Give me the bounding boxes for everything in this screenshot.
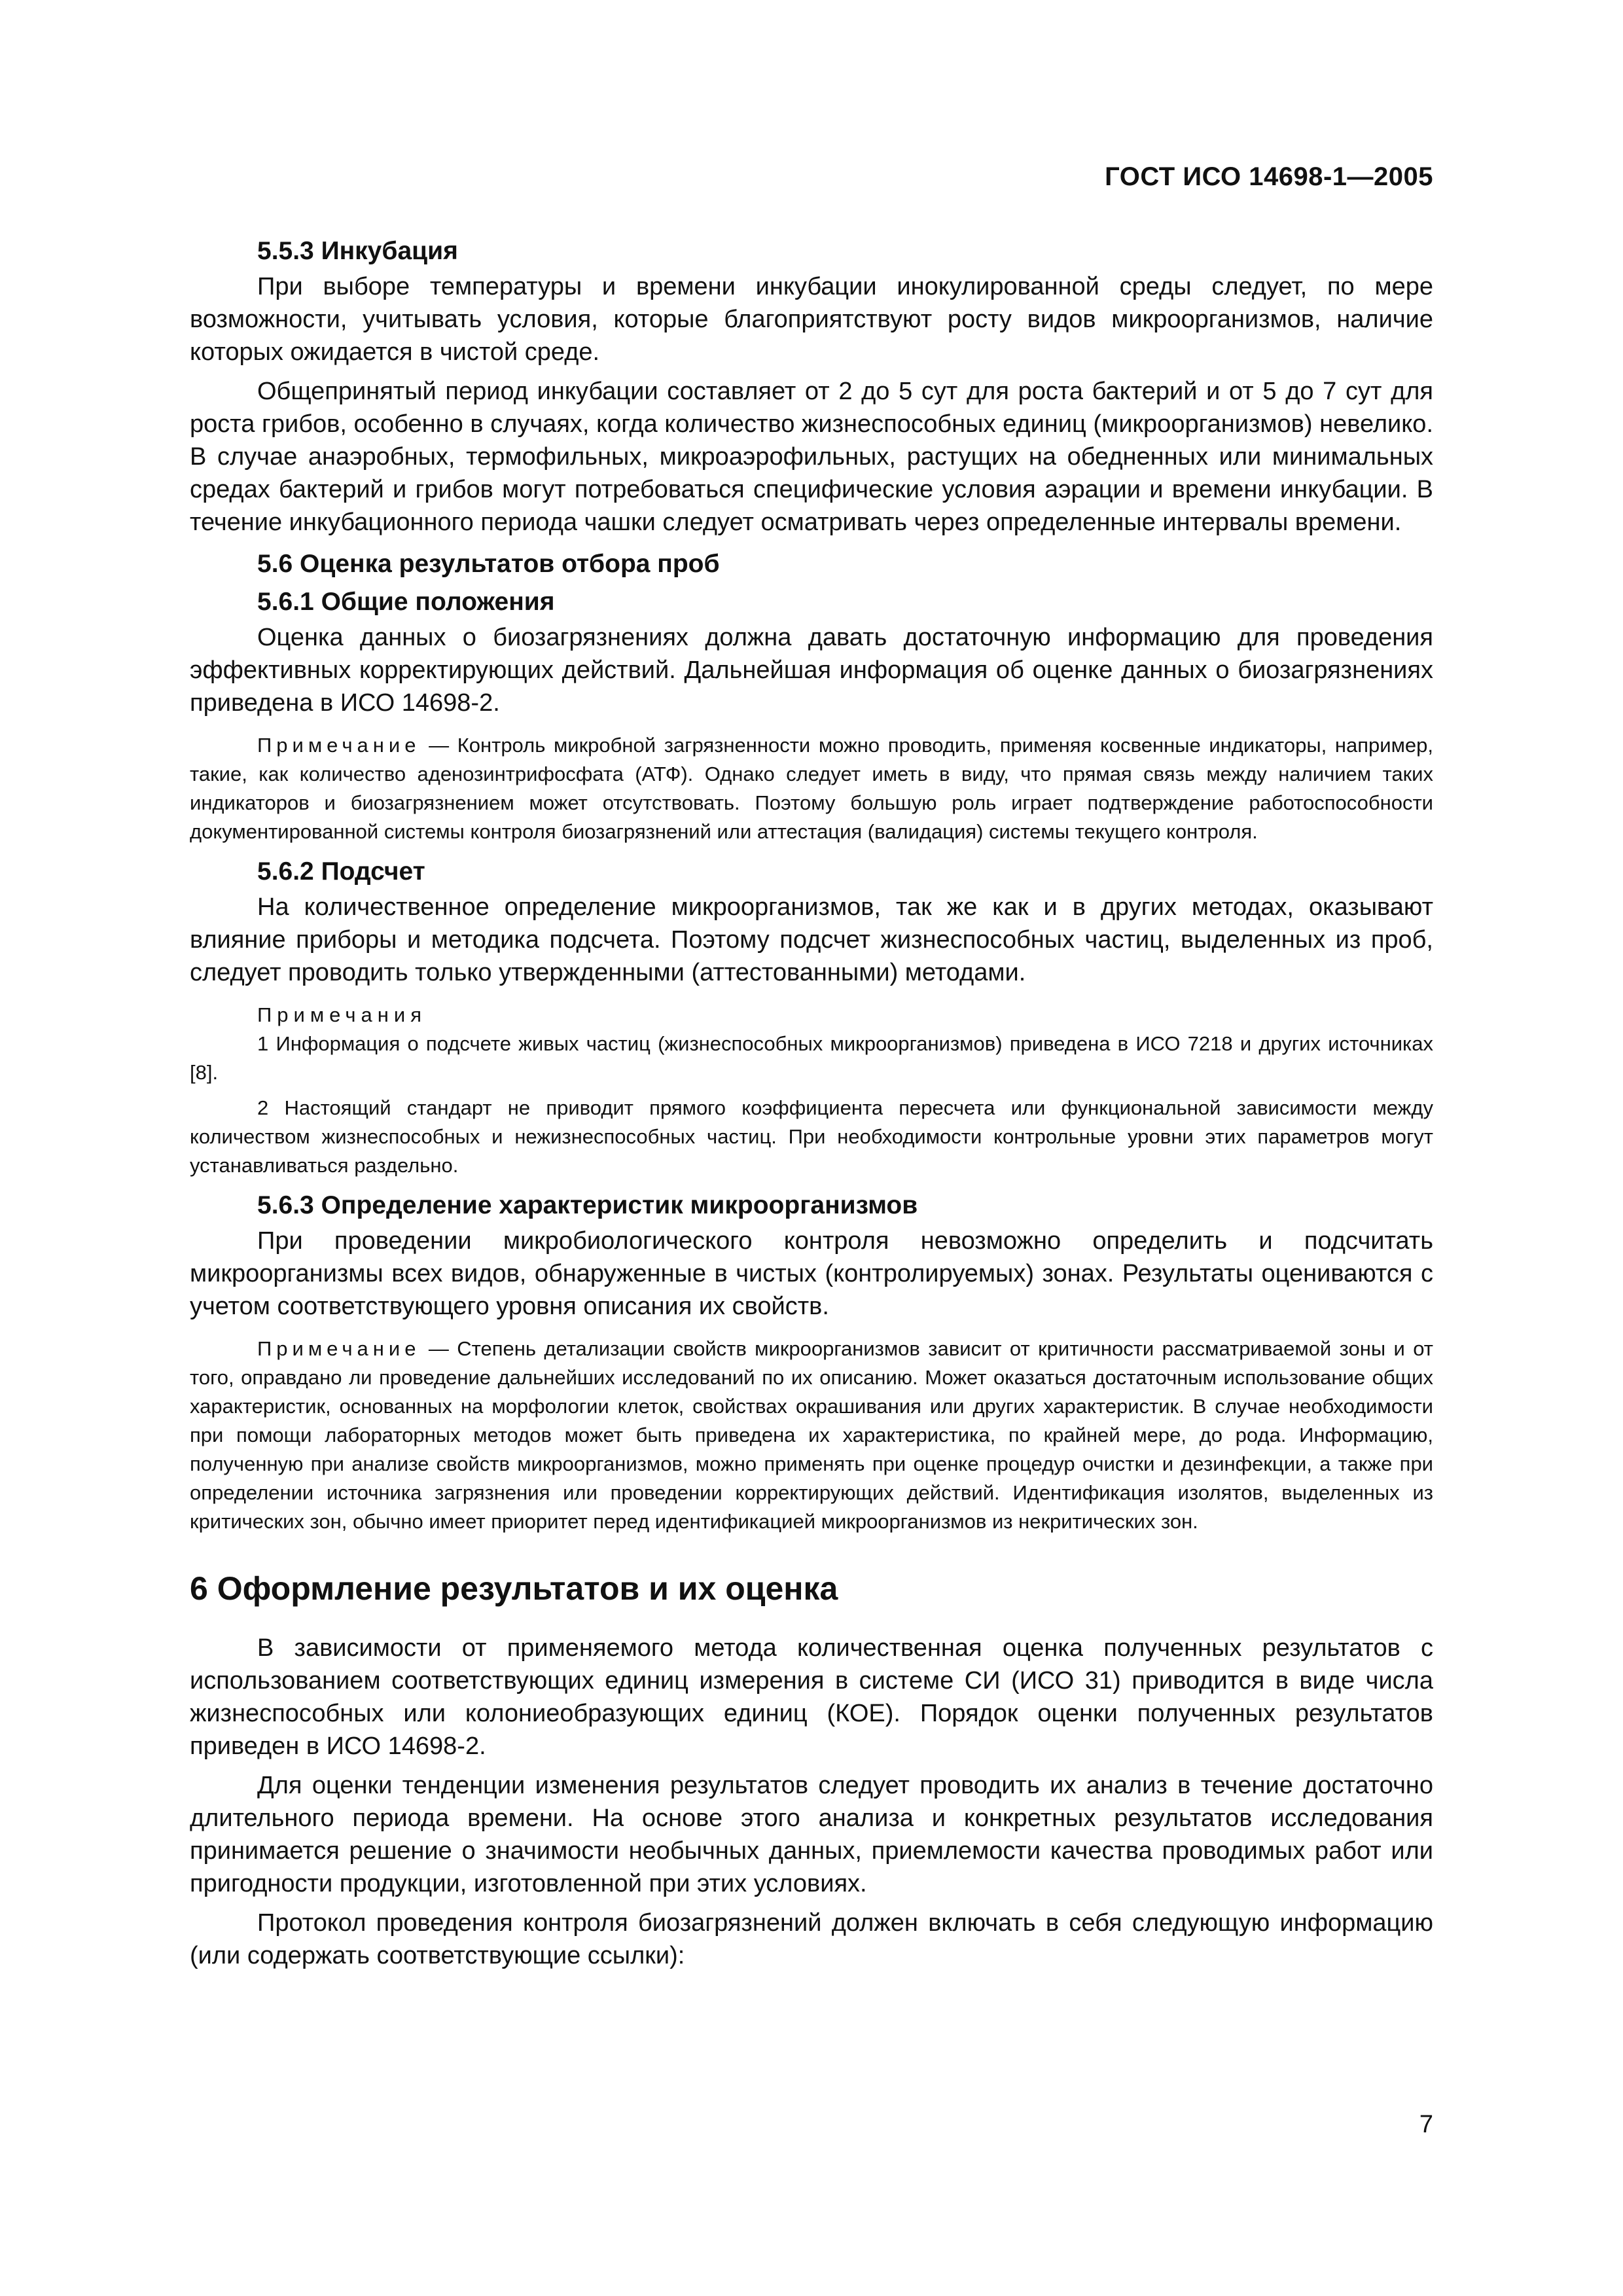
paragraph: Оценка данных о биозагрязнениях должна давать достаточную информацию для проведения эффективных корректирующих действий. Дальнейшая информация об оценке данных о биозагрязнениях приведена в ИСО 14698-2. <box>190 624 1433 717</box>
note-label: Примечание <box>257 734 421 757</box>
paragraph: В зависимости от применяемого метода количественная оценка полученных результатов с использованием соответствующих единиц измерения в системе СИ (ИСО 31) приводится в виде числа жизнеспособных или колониеобразующих единиц (КОЕ). Порядок оценки полученных результатов приведен в ИСО 14698-2. <box>190 1634 1433 1760</box>
notes-title: Примечания <box>257 1003 427 1026</box>
document-body <box>190 232 1433 1972</box>
section-heading-5-6-3: 5.6.3 Определение характеристик микроорганизмов <box>257 1191 918 1219</box>
note-label: Примечание <box>257 1337 421 1360</box>
page-number: 7 <box>1419 2111 1433 2138</box>
section-heading-5-6-1: 5.6.1 Общие положения <box>257 588 555 616</box>
section-heading-5-6-2: 5.6.2 Подсчет <box>257 857 425 886</box>
note <box>190 1335 1433 1536</box>
section-heading-6: 6 Оформление результатов и их оценка <box>190 1570 838 1607</box>
document-id: ГОСТ ИСО 14698-1—2005 <box>1105 162 1433 191</box>
section-heading-5-6: 5.6 Оценка результатов отбора проб <box>257 550 720 578</box>
paragraph: При выборе температуры и времени инкубации инокулированной среды следует, по мере возможности, учитывать условия, которые благоприятствуют росту видов микроорганизмов, наличие которых ожидается в чистой среде. <box>190 273 1433 366</box>
paragraph: Для оценки тенденции изменения результатов следует проводить их анализ в течение достаточно длительного периода времени. На основе этого анализа и конкретных результатов исследования принимается решение о значимости необычных данных, приемлемости качества проводимых работ или пригодности продукции, изготовленной при этих условиях. <box>190 1772 1433 1897</box>
paragraph: Протокол проведения контроля биозагрязнений должен включать в себя следующую информацию (или содержать соответствующие ссылки): <box>190 1909 1433 1969</box>
note-text: — Степень детализации свойств микроорганизмов зависит от критичности рассматриваемой зоны и от того, оправдано ли проведение дальнейших исследований по их описанию. Может оказаться достаточным использование общих характеристик, основанных на морфологии клеток, свойствах окрашивания или других характеристик. В случае необходимости при помощи лабораторных методов может быть приведена их характеристика, по крайней мере, до рода. Информацию, полученную при анализе свойств микроорганизмов, можно применять при оценке процедур очистки и дезинфекции, а также при определении источника загрязнения или проведении корректирующих действий. Идентификация изолятов, выделенных из критических зон, обычно имеет приоритет перед идентификацией микроорганизмов из некритических зон. <box>190 1337 1433 1533</box>
note-item: 1 Информация о подсчете живых частиц (жизнеспособных микроорганизмов) приведена в ИСО 7218 и других источниках [8]. <box>190 1032 1433 1084</box>
note-item: 2 Настоящий стандарт не приводит прямого коэффициента пересчета или функциональной зависимости между количеством жизнеспособных и нежизнеспособных частиц. При необходимости контрольные уровни этих параметров могут устанавливаться раздельно. <box>190 1096 1433 1177</box>
paragraph: Общепринятый период инкубации составляет от 2 до 5 сут для роста бактерий и от 5 до 7 сут для роста грибов, особенно в случаях, когда количество жизнеспособных единиц (микроорганизмов) невелико. В случае анаэробных, термофильных, микроаэрофильных, растущих на обедненных или минимальных средах бактерий и грибов могут потребоваться специфические условия аэрации и времени инкубации. В течение инкубационного периода чашки следует осматривать через определенные интервалы времени. <box>190 378 1433 536</box>
note-text: — Контроль микробной загрязненности можно проводить, применяя косвенные индикаторы, например, такие, как количество аденозинтрифосфата (АТФ). Однако следует иметь в виду, что прямая связь между наличием таких индикаторов и биозагрязнением может отсутствовать. Поэтому большую роль играет подтверждение работоспособности документированной системы контроля биозагрязнений или аттестация (валидация) системы текущего контроля. <box>190 734 1433 843</box>
section-heading-5-5-3: 5.5.3 Инкубация <box>257 237 458 265</box>
note <box>190 731 1433 846</box>
notes-block <box>190 1001 1433 1180</box>
paragraph: На количественное определение микроорганизмов, так же как и в других методах, оказывают влияние приборы и методика подсчета. Поэтому подсчет жизнеспособных частиц, выделенных из проб, следует проводить только утвержденными (аттестованными) методами. <box>190 893 1433 986</box>
paragraph: При проведении микробиологического контроля невозможно определить и подсчитать микроорганизмы всех видов, обнаруженные в чистых (контролируемых) зонах. Результаты оцениваются с учетом соответствующего уровня описания их свойств. <box>190 1227 1433 1320</box>
